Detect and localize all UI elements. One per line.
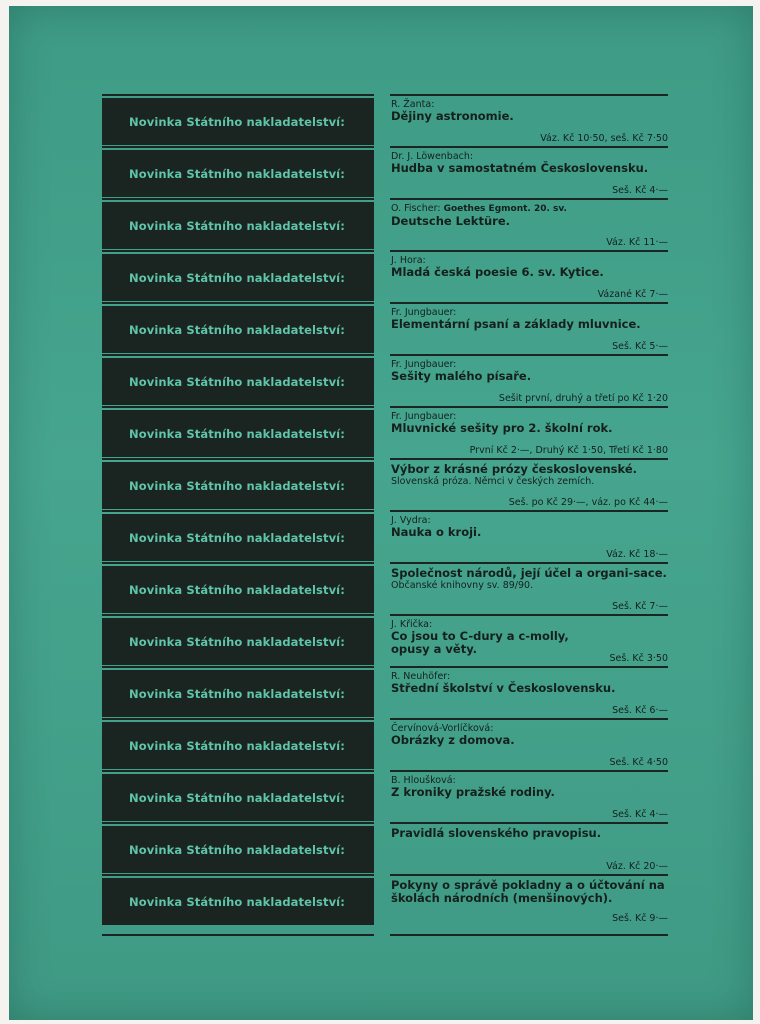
book-title: Obrázky z domova. (391, 733, 515, 747)
book-entry (390, 458, 668, 510)
book-title: Pokyny o správě pokladny a o účtování na školách národních (menšinových). (391, 878, 665, 905)
book-price: Seš. Kč 6·— (612, 705, 668, 716)
book-entry (390, 510, 668, 562)
book-title: Dějiny astronomie. (391, 109, 514, 123)
publisher-banner: Novinka Státního nakladatelství: (102, 774, 374, 821)
book-title: Pravidlá slovenského pravopisu. (391, 826, 602, 840)
publisher-banner: Novinka Státního nakladatelství: (102, 306, 374, 353)
book-title: Mluvnické sešity pro 2. školní rok. (391, 421, 613, 435)
book-author: J. Hora: (391, 255, 426, 266)
publisher-banner: Novinka Státního nakladatelství: (102, 618, 374, 665)
book-entry (390, 302, 668, 354)
publisher-banner: Novinka Státního nakladatelství: (102, 410, 374, 457)
list-item (102, 614, 668, 666)
list-item (102, 458, 668, 510)
book-title: Sešity malého písaře. (391, 369, 532, 383)
book-price: Seš. Kč 3·50 (609, 653, 668, 664)
publisher-banner: Novinka Státního nakladatelství: (102, 670, 374, 717)
list-item (102, 562, 668, 614)
list-item (102, 94, 668, 146)
publisher-banner: Novinka Státního nakladatelství: (102, 202, 374, 249)
book-price: Váz. Kč 18·— (606, 549, 668, 560)
book-price: Seš. Kč 4·50 (609, 757, 668, 768)
publisher-banner: Novinka Státního nakladatelství: (102, 150, 374, 197)
book-entry (390, 146, 668, 198)
book-entry (390, 562, 668, 614)
list-item (102, 406, 668, 458)
list-item (102, 198, 668, 250)
book-author: Fr. Jungbauer: (391, 411, 457, 422)
book-title: Střední školství v Československu. (391, 681, 616, 695)
publisher-banner: Novinka Státního nakladatelství: (102, 254, 374, 301)
book-price: Seš. po Kč 29·—, váz. po Kč 44·— (508, 497, 668, 508)
book-entry (390, 614, 668, 666)
bottom-rule-right (390, 934, 668, 936)
book-title: Společnost národů, její účel a organi-sace. (391, 566, 667, 580)
book-price: Seš. Kč 4·— (612, 185, 668, 196)
list-item (102, 250, 668, 302)
list-item (102, 822, 668, 874)
book-price: Seš. Kč 5·— (612, 341, 668, 352)
book-entry (390, 770, 668, 822)
book-list (102, 94, 668, 926)
book-entry (390, 94, 668, 146)
publisher-banner: Novinka Státního nakladatelství: (102, 98, 374, 145)
publisher-banner: Novinka Státního nakladatelství: (102, 566, 374, 613)
publisher-banner: Novinka Státního nakladatelství: (102, 826, 374, 873)
book-price: Váz. Kč 20·— (606, 861, 668, 872)
publisher-banner: Novinka Státního nakladatelství: (102, 462, 374, 509)
book-entry (390, 250, 668, 302)
publisher-banner: Novinka Státního nakladatelství: (102, 514, 374, 561)
book-price: Vázané Kč 7·— (597, 289, 668, 300)
book-title: Mladá česká poesie 6. sv. Kytice. (391, 265, 604, 279)
book-subtitle: Slovenská próza. Němci v českých zemích. (391, 476, 595, 487)
book-price: Sešit první, druhý a třetí po Kč 1·20 (498, 393, 668, 404)
book-title: Z kroniky pražské rodiny. (391, 785, 555, 799)
publisher-banner: Novinka Státního nakladatelství: (102, 358, 374, 405)
book-title: Elementární psaní a základy mluvnice. (391, 317, 641, 331)
book-entry (390, 406, 668, 458)
book-author: J. Vydra: (391, 515, 431, 526)
publisher-banner: Novinka Státního nakladatelství: (102, 878, 374, 925)
book-price: Váz. Kč 10·50, seš. Kč 7·50 (540, 133, 668, 144)
book-entry (390, 874, 668, 926)
book-author-extra: Goethes Egmont. 20. sv. (443, 204, 567, 214)
book-price: Seš. Kč 7·— (612, 601, 668, 612)
list-item (102, 510, 668, 562)
book-title: Co jsou to C-dury a c-molly, opusy a věty. (391, 629, 569, 656)
list-item (102, 666, 668, 718)
book-author: R. Žanta: (391, 99, 435, 110)
book-author: J. Křička: (391, 619, 433, 630)
book-author: Dr. J. Löwenbach: (391, 151, 474, 162)
list-item (102, 770, 668, 822)
list-item (102, 302, 668, 354)
book-author: Fr. Jungbauer: (391, 359, 457, 370)
book-author: O. Fischer: (391, 203, 441, 214)
book-price: První Kč 2·—, Druhý Kč 1·50, Třetí Kč 1·80 (469, 445, 668, 456)
book-price: Váz. Kč 11·— (606, 237, 668, 248)
book-price: Seš. Kč 4·— (612, 809, 668, 820)
bottom-rule-left (102, 934, 374, 936)
book-price: Seš. Kč 9·— (612, 913, 668, 924)
publisher-banner: Novinka Státního nakladatelství: (102, 722, 374, 769)
book-entry (390, 822, 668, 874)
book-title: Hudba v samostatném Československu. (391, 161, 649, 175)
book-author: Fr. Jungbauer: (391, 307, 457, 318)
book-entry (390, 198, 668, 250)
list-item (102, 718, 668, 770)
book-title: Výbor z krásné prózy československé. (391, 462, 638, 476)
book-title: Nauka o kroji. (391, 525, 482, 539)
list-item (102, 874, 668, 926)
book-entry (390, 718, 668, 770)
list-item (102, 146, 668, 198)
list-item (102, 354, 668, 406)
book-author: B. Hloušková: (391, 775, 456, 786)
book-author: Červínová-Vorlíčková: (391, 723, 494, 734)
book-entry (390, 354, 668, 406)
book-author: R. Neuhöfer: (391, 671, 451, 682)
book-subtitle: Občanské knihovny sv. 89/90. (391, 580, 534, 591)
book-title: Deutsche Lektüre. (391, 214, 510, 228)
book-entry (390, 666, 668, 718)
